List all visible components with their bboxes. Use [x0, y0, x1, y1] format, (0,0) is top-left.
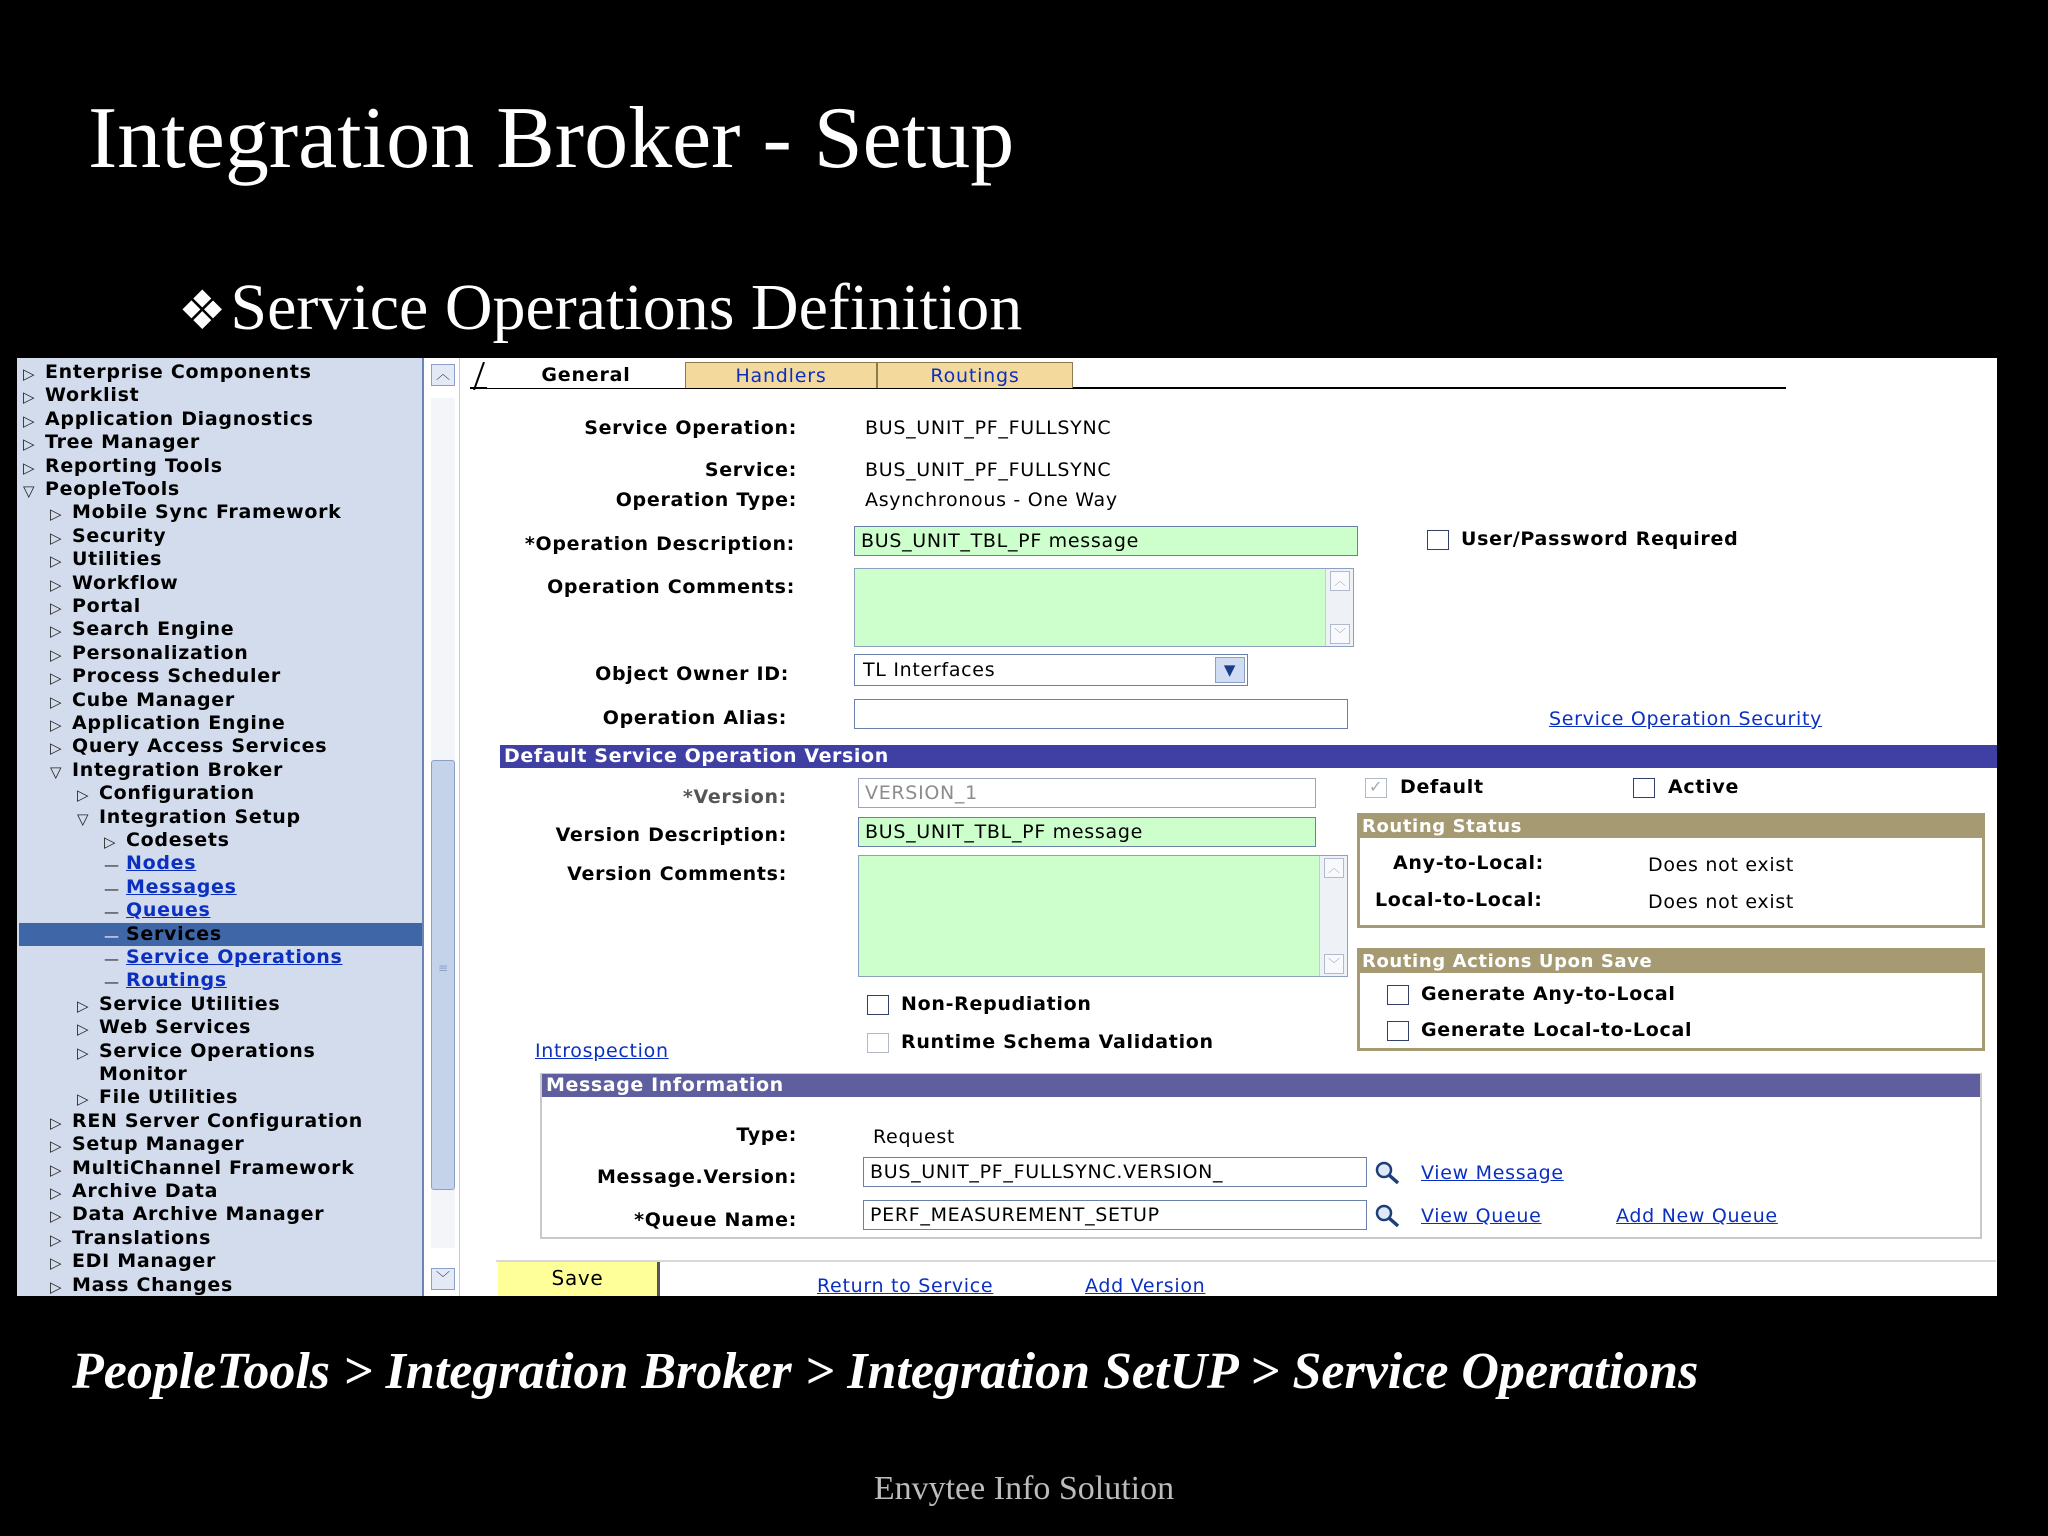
- triangle-down-icon[interactable]: ▽: [50, 762, 63, 781]
- nav-item-search-engine[interactable]: [23, 618, 235, 641]
- nav-item-label: File Utilities: [99, 1086, 239, 1109]
- nav-item-edi-manager[interactable]: [23, 1250, 217, 1273]
- version-description-label: Version Description:: [555, 824, 787, 846]
- scroll-down-icon[interactable]: ﹀: [431, 1268, 455, 1290]
- nav-item-personalization[interactable]: [23, 641, 249, 665]
- slide-footer: Envytee Info Solution: [873, 1470, 1175, 1507]
- version-comments-label: Version Comments:: [567, 863, 787, 885]
- default-version-header: Default Service Operation Version: [500, 745, 1997, 768]
- triangle-right-icon[interactable]: ▷: [104, 833, 117, 851]
- nav-item-label: Enterprise Components: [45, 361, 312, 383]
- add-new-queue-link[interactable]: Add New Queue: [1616, 1205, 1778, 1227]
- tree-leaf-icon: —: [104, 903, 120, 922]
- nav-item-label: Application Diagnostics: [45, 407, 314, 430]
- nav-item-label: Application Engine: [72, 712, 286, 734]
- triangle-right-icon[interactable]: ▷: [50, 692, 63, 711]
- generate-any-to-local-label: Generate Any-to-Local: [1421, 983, 1676, 1005]
- operation-comments-label: Operation Comments:: [547, 576, 795, 598]
- nav-item-label: Configuration: [99, 782, 255, 805]
- triangle-right-icon[interactable]: ▷: [50, 669, 63, 688]
- triangle-right-icon[interactable]: ▷: [50, 505, 63, 524]
- tree-leaf-icon: —: [104, 879, 120, 898]
- operation-alias-input[interactable]: [854, 699, 1348, 729]
- nav-item-label: Personalization: [72, 641, 249, 664]
- version-description-input[interactable]: BUS_UNIT_TBL_PF message: [858, 817, 1316, 847]
- nav-item-queues[interactable]: [23, 899, 211, 922]
- nav-item-mass-changes[interactable]: [23, 1273, 233, 1296]
- nav-item-label: Integration Setup: [99, 805, 301, 828]
- message-version-label: Message.Version:: [596, 1166, 797, 1188]
- magnifier-icon[interactable]: [1373, 1203, 1401, 1229]
- triangle-right-icon[interactable]: ▷: [50, 1254, 63, 1273]
- nav-item-file-utilities[interactable]: [23, 1086, 239, 1109]
- object-owner-id-label: Object Owner ID:: [595, 663, 789, 685]
- nav-item-peopletools[interactable]: [23, 478, 180, 501]
- message-information-header: Message Information: [542, 1074, 1980, 1097]
- any-to-local-value: Does not exist: [1648, 854, 1795, 876]
- nav-item-multichannel-framework[interactable]: [23, 1156, 355, 1180]
- scroll-up-icon[interactable]: ︿: [431, 364, 455, 386]
- nav-item-reporting-tools[interactable]: [23, 454, 223, 478]
- object-owner-id-select[interactable]: [854, 654, 1248, 686]
- default-label: Default: [1400, 776, 1484, 798]
- triangle-right-icon[interactable]: ▷: [23, 365, 36, 383]
- nav-item-label: Security: [72, 524, 167, 547]
- nav-item-label: Service Utilities: [99, 992, 281, 1015]
- nav-item-label: Mobile Sync Framework: [72, 501, 342, 524]
- nav-item-label: Archive Data: [72, 1180, 219, 1202]
- nav-item-cube-manager[interactable]: [23, 688, 235, 712]
- nav-item-label: Data Archive Manager: [72, 1203, 325, 1226]
- nav-item-service-operations[interactable]: [23, 1039, 316, 1063]
- nav-item-label: REN Server Configuration: [72, 1109, 363, 1132]
- nav-item-label: Workflow: [72, 571, 179, 594]
- triangle-right-icon[interactable]: ▷: [50, 716, 63, 734]
- nav-item-nodes[interactable]: [23, 852, 197, 875]
- nav-item-messages[interactable]: [23, 875, 237, 899]
- tab-handlers[interactable]: Handlers: [685, 362, 877, 388]
- tab-routings[interactable]: Routings: [877, 362, 1073, 388]
- triangle-right-icon[interactable]: ▷: [23, 411, 36, 430]
- service-operation-security-link[interactable]: Service Operation Security: [1549, 708, 1823, 730]
- nav-item-label: Service Operations: [126, 946, 343, 968]
- introspection-link[interactable]: Introspection: [535, 1040, 669, 1062]
- chevron-down-icon[interactable]: ▼: [1215, 657, 1245, 683]
- nav-item-setup-manager[interactable]: [23, 1133, 245, 1156]
- slide-bullet: [178, 270, 1022, 346]
- tab-general[interactable]: General: [487, 362, 685, 388]
- triangle-right-icon[interactable]: ▷: [77, 786, 90, 805]
- triangle-right-icon[interactable]: ▷: [50, 645, 63, 664]
- any-to-local-label: Any-to-Local:: [1393, 852, 1544, 874]
- nav-item-service-utilities[interactable]: [23, 992, 281, 1016]
- nav-item-label: Nodes: [126, 852, 197, 875]
- nav-item-ren-server-configuration[interactable]: [23, 1109, 363, 1133]
- nav-item-label: Utilities: [72, 548, 163, 571]
- nav-item-label: Mass Changes: [72, 1273, 233, 1296]
- operation-description-label: *Operation Description:: [524, 533, 795, 555]
- triangle-right-icon[interactable]: ▷: [77, 1090, 90, 1109]
- nav-item-integration-setup[interactable]: [23, 805, 301, 829]
- non-repudiation-checkbox[interactable]: [867, 995, 889, 1015]
- message-type-value: Request: [873, 1126, 956, 1148]
- view-message-link[interactable]: View Message: [1421, 1162, 1564, 1184]
- nav-item-label: Services: [126, 922, 222, 945]
- message-version-input[interactable]: BUS_UNIT_PF_FULLSYNC.VERSION_: [863, 1157, 1367, 1187]
- routing-status-box: [1357, 813, 1985, 928]
- nav-item-application-engine[interactable]: [23, 712, 286, 735]
- tree-leaf-icon: —: [104, 856, 120, 875]
- nav-item-query-access-services[interactable]: [23, 735, 328, 758]
- nav-item-mobile-sync-framework[interactable]: [23, 501, 342, 524]
- nav-item-translations[interactable]: [23, 1226, 212, 1250]
- triangle-right-icon[interactable]: ▷: [77, 1043, 90, 1062]
- runtime-schema-validation-label: Runtime Schema Validation: [901, 1031, 1214, 1053]
- generate-local-to-local-checkbox[interactable]: [1387, 1021, 1409, 1041]
- routing-actions-box: [1357, 948, 1985, 1051]
- operation-type-label: Operation Type:: [615, 489, 797, 511]
- nav-item-label: PeopleTools: [45, 478, 180, 500]
- generate-any-to-local-checkbox[interactable]: [1387, 985, 1409, 1005]
- triangle-right-icon[interactable]: ▷: [50, 599, 63, 617]
- nav-item-label: Integration Broker: [72, 758, 284, 781]
- operation-comments-textarea[interactable]: ︿ ﹀: [854, 568, 1354, 647]
- nav-item-label: Translations: [72, 1226, 212, 1249]
- view-queue-link[interactable]: View Queue: [1421, 1205, 1542, 1227]
- nav-item-monitor[interactable]: [23, 1063, 188, 1086]
- service-label: Service:: [704, 459, 797, 481]
- nav-item-utilities[interactable]: [23, 548, 163, 571]
- generate-local-to-local-label: Generate Local-to-Local: [1421, 1019, 1693, 1041]
- nav-item-archive-data[interactable]: [23, 1180, 219, 1203]
- version-comments-textarea[interactable]: ︿ ﹀: [858, 855, 1348, 977]
- nav-item-routings[interactable]: [23, 969, 227, 992]
- nav-item-integration-broker[interactable]: [23, 758, 284, 782]
- triangle-right-icon[interactable]: ▷: [50, 1137, 63, 1156]
- nav-item-label: Setup Manager: [72, 1133, 245, 1156]
- service-value: BUS_UNIT_PF_FULLSYNC: [865, 459, 1112, 481]
- object-owner-id-value: TL Interfaces: [863, 659, 996, 681]
- operation-type-value: Asynchronous - One Way: [865, 489, 1118, 511]
- nav-item-label: Tree Manager: [45, 431, 200, 454]
- routing-status-header: Routing Status: [1360, 816, 1982, 838]
- triangle-down-icon[interactable]: ▽: [77, 809, 90, 828]
- slide-bullet-text: Service Operations Definition: [230, 271, 1023, 344]
- bottom-divider: [496, 1260, 1996, 1262]
- queue-name-input[interactable]: PERF_MEASUREMENT_SETUP: [863, 1200, 1367, 1230]
- triangle-right-icon[interactable]: ▷: [50, 1277, 63, 1296]
- nav-item-label: Messages: [126, 875, 237, 898]
- nav-item-label: Monitor: [99, 1063, 188, 1085]
- peoplesoft-screenshot: [17, 358, 1997, 1296]
- nav-item-label: Worklist: [45, 384, 140, 407]
- magnifier-icon[interactable]: [1373, 1160, 1401, 1186]
- nav-item-application-diagnostics[interactable]: [23, 407, 314, 431]
- version-label: *Version:: [682, 786, 787, 808]
- nav-item-label: MultiChannel Framework: [72, 1156, 355, 1179]
- tree-leaf-icon: —: [104, 950, 120, 968]
- nav-item-workflow[interactable]: [23, 571, 179, 595]
- nav-item-label: Search Engine: [72, 618, 235, 641]
- user-password-required-label: User/Password Required: [1461, 528, 1739, 550]
- nav-item-security[interactable]: [23, 524, 167, 548]
- operation-description-input[interactable]: BUS_UNIT_TBL_PF message: [854, 526, 1358, 556]
- triangle-right-icon[interactable]: ▷: [50, 1184, 63, 1202]
- triangle-right-icon[interactable]: ▷: [50, 739, 63, 758]
- routing-actions-header: Routing Actions Upon Save: [1360, 951, 1982, 973]
- nav-item-label: Process Scheduler: [72, 665, 281, 688]
- active-label: Active: [1668, 776, 1740, 798]
- nav-item-service-operations[interactable]: [23, 946, 343, 969]
- nav-item-label: Query Access Services: [72, 735, 328, 758]
- slide-title: Integration Broker - Setup: [88, 90, 1015, 187]
- triangle-right-icon[interactable]: ▷: [50, 552, 63, 571]
- nav-item-label: Service Operations: [99, 1039, 316, 1062]
- nav-item-enterprise-components[interactable]: [23, 361, 312, 384]
- nav-item-label: Queues: [126, 899, 211, 922]
- nav-item-services[interactable]: [19, 923, 422, 946]
- version-input[interactable]: VERSION_1: [858, 778, 1316, 808]
- nav-item-web-services[interactable]: [23, 1016, 252, 1039]
- triangle-right-icon[interactable]: ▷: [23, 435, 36, 454]
- triangle-right-icon[interactable]: ▷: [77, 1020, 90, 1039]
- runtime-schema-validation-checkbox[interactable]: [867, 1033, 889, 1053]
- tree-leaf-icon: —: [104, 973, 120, 992]
- nav-item-label: Web Services: [99, 1016, 252, 1039]
- message-type-label: Type:: [736, 1124, 797, 1146]
- navigation-path: PeopleTools > Integration Broker > Integration SetUP > Service Operations: [72, 1343, 1699, 1400]
- left-nav-menu: [17, 358, 424, 1296]
- nav-item-label: Codesets: [126, 829, 230, 851]
- tree-leaf-icon: —: [104, 926, 120, 945]
- tab-edge-left: [472, 362, 486, 390]
- bullet-glyph: ❖: [178, 281, 227, 341]
- nav-item-label: Reporting Tools: [45, 454, 223, 477]
- triangle-right-icon[interactable]: ▷: [50, 528, 63, 547]
- triangle-right-icon[interactable]: ▷: [50, 622, 63, 641]
- return-to-service-link[interactable]: Return to Service: [817, 1275, 994, 1296]
- service-operation-label: Service Operation:: [584, 417, 797, 439]
- nav-item-codesets[interactable]: [23, 829, 230, 852]
- service-operation-value: BUS_UNIT_PF_FULLSYNC: [865, 417, 1112, 439]
- local-to-local-value: Does not exist: [1648, 891, 1795, 913]
- nav-item-data-archive-manager[interactable]: [23, 1203, 325, 1226]
- triangle-right-icon[interactable]: ▷: [50, 1160, 63, 1179]
- non-repudiation-label: Non-Repudiation: [901, 993, 1092, 1015]
- triangle-right-icon[interactable]: ▷: [50, 1207, 63, 1226]
- triangle-right-icon[interactable]: ▷: [23, 388, 36, 407]
- queue-name-label: *Queue Name:: [634, 1209, 797, 1231]
- nav-item-label: Cube Manager: [72, 688, 235, 711]
- triangle-right-icon[interactable]: ▷: [23, 458, 36, 477]
- triangle-right-icon[interactable]: ▷: [50, 575, 63, 594]
- scrollbar-thumb[interactable]: ≡: [431, 760, 455, 1190]
- user-password-required-checkbox[interactable]: [1427, 530, 1449, 550]
- nav-item-label: Portal: [72, 595, 141, 617]
- nav-item-worklist[interactable]: [23, 384, 140, 407]
- default-checkbox[interactable]: [1365, 778, 1387, 798]
- nav-item-label: Routings: [126, 969, 227, 992]
- triangle-down-icon[interactable]: ▽: [23, 482, 36, 500]
- triangle-right-icon[interactable]: ▷: [77, 996, 90, 1015]
- triangle-right-icon[interactable]: ▷: [50, 1113, 63, 1132]
- nav-item-label: EDI Manager: [72, 1250, 217, 1273]
- active-checkbox[interactable]: [1633, 778, 1655, 798]
- save-button[interactable]: Save: [498, 1262, 660, 1296]
- nav-item-portal[interactable]: [23, 595, 141, 618]
- local-to-local-label: Local-to-Local:: [1375, 889, 1543, 911]
- nav-item-process-scheduler[interactable]: [23, 665, 281, 688]
- operation-alias-label: Operation Alias:: [602, 707, 787, 729]
- nav-scrollbar[interactable]: [426, 358, 460, 1296]
- nav-item-tree-manager[interactable]: [23, 431, 200, 454]
- nav-item-configuration[interactable]: [23, 782, 255, 805]
- triangle-right-icon[interactable]: ▷: [50, 1230, 63, 1249]
- add-version-link[interactable]: Add Version: [1085, 1275, 1206, 1296]
